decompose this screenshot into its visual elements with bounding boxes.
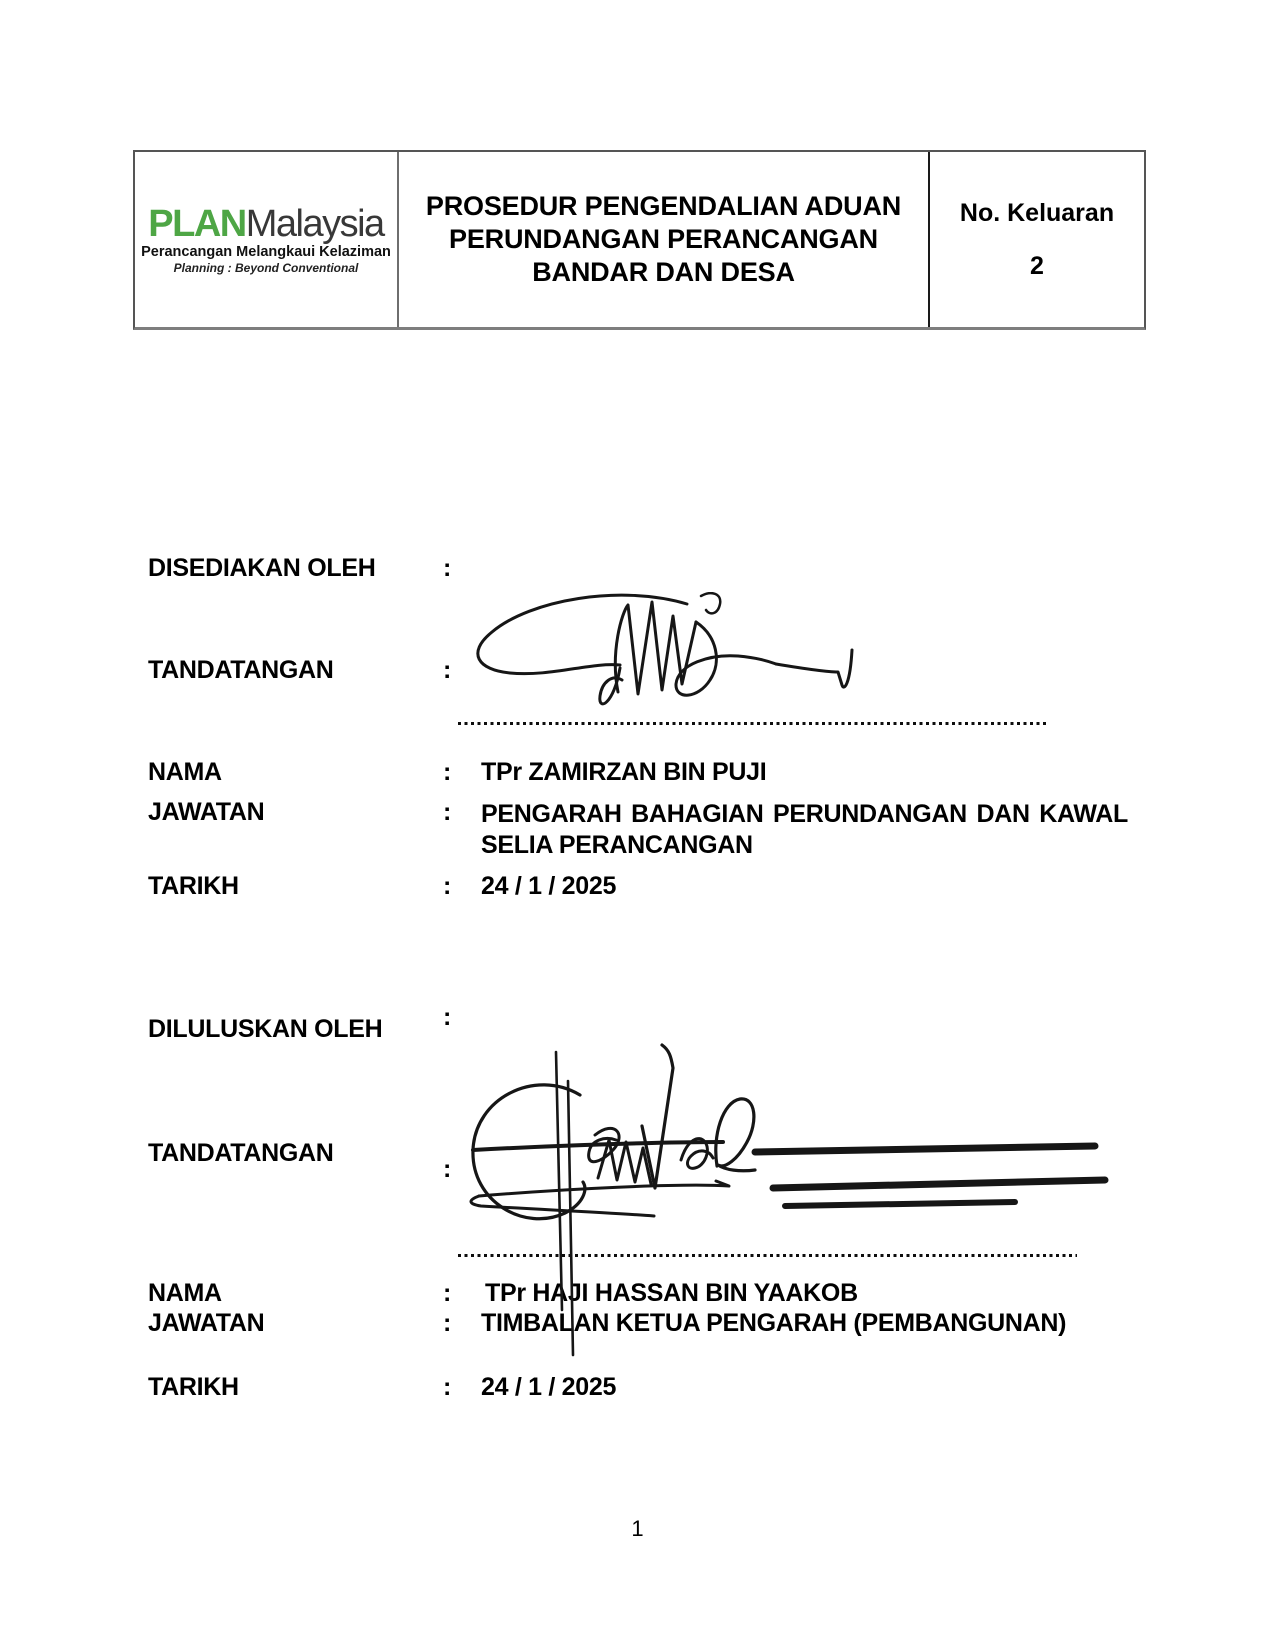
- date2-label: TARIKH: [148, 1373, 239, 1401]
- logo-plan-text: PLAN: [148, 203, 246, 245]
- logo-tagline-malay: Perancangan Melangkaui Kelaziman: [141, 244, 391, 260]
- logo-cell: [135, 152, 399, 327]
- page-number: 1: [631, 1516, 644, 1541]
- name2-colon: :: [443, 1279, 452, 1307]
- date1-label: TARIKH: [148, 872, 239, 900]
- date1-value: 24 / 1 / 2025: [481, 872, 617, 900]
- issue-number-label: No. Keluaran: [959, 198, 1115, 227]
- prepared-by-colon: :: [443, 554, 452, 582]
- logo-tagline-english: Planning : Beyond Conventional: [173, 261, 359, 275]
- title-cell: [399, 152, 930, 327]
- prepared-by-label: DISEDIAKAN OLEH: [148, 554, 376, 582]
- name1-colon: :: [443, 758, 452, 786]
- name2-label: NAMA: [148, 1279, 222, 1307]
- signature1-label: TANDATANGAN: [148, 656, 334, 684]
- signature-line-2: [458, 1254, 1077, 1257]
- header-table: [133, 150, 1146, 330]
- position2-colon: :: [443, 1309, 452, 1337]
- document-title-line3: BANDAR DAN DESA: [532, 257, 795, 287]
- name1-value: TPr ZAMIRZAN BIN PUJI: [481, 758, 767, 786]
- issue-number-value: 2: [1030, 251, 1044, 280]
- name1-label: NAMA: [148, 758, 222, 786]
- document-title-line1: PROSEDUR PENGENDALIAN ADUAN: [425, 191, 902, 221]
- document-title-line2: PERUNDANGAN PERANCANGAN: [449, 224, 878, 254]
- approved-by-label: DILULUSKAN OLEH: [148, 1015, 383, 1043]
- position2-value: TIMBALAN KETUA PENGARAH (PEMBANGUNAN): [481, 1309, 1067, 1337]
- signature-line-1: [458, 722, 1047, 725]
- name2-value: TPr HAJI HASSAN BIN YAAKOB: [485, 1279, 858, 1307]
- approved-by-colon: :: [443, 1003, 452, 1031]
- signature-image-1: [470, 592, 870, 717]
- signature2-colon: :: [443, 1155, 452, 1183]
- date2-colon: :: [443, 1373, 452, 1401]
- signature1-colon: :: [443, 656, 452, 684]
- position2-label: JAWATAN: [148, 1309, 265, 1337]
- issue-cell: [930, 152, 1144, 327]
- position1-label: JAWATAN: [148, 798, 265, 826]
- position1-value: PENGARAH BAHAGIAN PERUNDANGAN DAN KAWAL SELIA PERANCANGAN: [481, 800, 1128, 859]
- signature2-label: TANDATANGAN: [148, 1139, 334, 1167]
- logo-malaysia-text: Malaysia: [245, 203, 384, 245]
- date2-value: 24 / 1 / 2025: [481, 1373, 617, 1401]
- position1-colon: :: [443, 798, 452, 826]
- planmalaysia-logo: [148, 204, 383, 244]
- date1-colon: :: [443, 872, 452, 900]
- document-title: [426, 190, 901, 289]
